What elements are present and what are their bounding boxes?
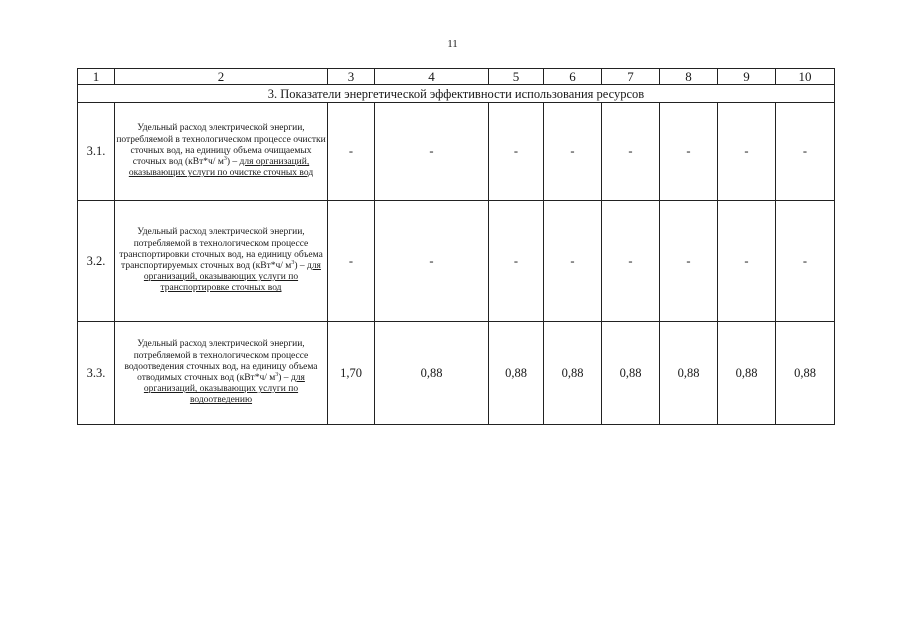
header-cell: 9 — [718, 69, 776, 85]
row-number: 3.3. — [78, 322, 115, 425]
desc-close: ) – — [226, 157, 240, 168]
header-cell: 3 — [328, 69, 375, 85]
value-cell: 1,70 — [328, 322, 375, 425]
value-cell: - — [718, 201, 776, 322]
header-cell: 10 — [776, 69, 835, 85]
value-cell: - — [660, 201, 718, 322]
header-cell: 7 — [602, 69, 660, 85]
row-number: 3.1. — [78, 103, 115, 201]
table-row — [78, 201, 835, 322]
desc-superscript: 3 — [291, 260, 295, 266]
row-number: 3.2. — [78, 201, 115, 322]
value-cell: - — [602, 103, 660, 201]
value-cell: 0,88 — [375, 322, 489, 425]
value-cell: 0,88 — [489, 322, 544, 425]
header-cell: 4 — [375, 69, 489, 85]
header-cell: 2 — [115, 69, 328, 85]
desc-text: Удельный расход электрической энергии, потребляемой в технологическом процессе водоотведения сточных вод, на единицу объема отводимых сточных вод (кВт*ч/ м — [124, 339, 318, 383]
desc-close: ) – — [294, 261, 307, 271]
value-cell: - — [660, 103, 718, 201]
section-row — [78, 85, 835, 103]
desc-text: Удельный расход электрической энергии, потребляемой в технологическом процессе транспортировки сточных вод, на единицу объема транспортируемых сточных вод (кВт*ч/ м — [119, 227, 323, 271]
value-cell: 0,88 — [718, 322, 776, 425]
header-cell: 1 — [78, 69, 115, 85]
desc-underlined: для организаций, оказывающих услуги по водоотведению — [143, 373, 305, 406]
indicators-table — [77, 68, 835, 425]
header-cell: 8 — [660, 69, 718, 85]
table-row — [78, 322, 835, 425]
value-cell: - — [375, 103, 489, 201]
value-cell: - — [328, 201, 375, 322]
desc-close: ) – — [278, 373, 291, 383]
page-number: 11 — [447, 38, 458, 50]
header-cell: 6 — [544, 69, 602, 85]
value-cell: - — [489, 201, 544, 322]
row-description — [115, 103, 328, 201]
value-cell: - — [776, 103, 835, 201]
value-cell: - — [489, 103, 544, 201]
value-cell: - — [718, 103, 776, 201]
value-cell: - — [544, 103, 602, 201]
section-title: 3. Показатели энергетической эффективности использования ресурсов — [78, 85, 835, 103]
value-cell: 0,88 — [776, 322, 835, 425]
value-cell: - — [602, 201, 660, 322]
desc-underlined: для организаций, оказывающих услуги по очистке сточных вод — [128, 157, 314, 179]
value-cell: 0,88 — [602, 322, 660, 425]
row-description — [115, 201, 328, 322]
value-cell: - — [776, 201, 835, 322]
value-cell: 0,88 — [544, 322, 602, 425]
value-cell: - — [328, 103, 375, 201]
table-row — [78, 103, 835, 201]
value-cell: - — [375, 201, 489, 322]
header-row — [78, 69, 835, 85]
row-description — [115, 322, 328, 425]
desc-text: Удельный расход электрической энергии, потребляемой в технологическом процессе очистки сточных вод, на единицу объема очищаемых сточных вод (кВт*ч/ м — [116, 123, 326, 168]
value-cell: 0,88 — [660, 322, 718, 425]
desc-underlined: для организаций, оказывающих услуги по транспортировке сточных вод — [143, 261, 321, 294]
desc-superscript: 3 — [223, 156, 227, 163]
header-cell: 5 — [489, 69, 544, 85]
desc-superscript: 3 — [275, 372, 279, 378]
value-cell: - — [544, 201, 602, 322]
